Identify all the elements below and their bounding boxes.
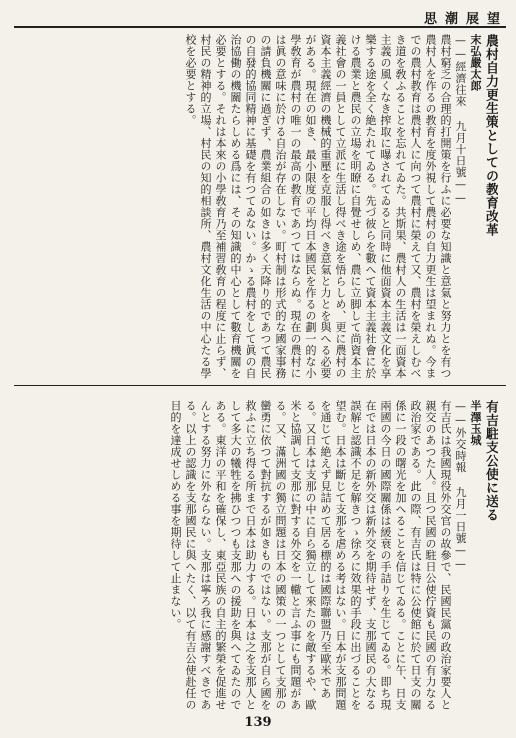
article-bottom-body: 有吉氏は我國現役外交官の故參で、民國民黨の政治家要人と親交のあつた人。且つ民國の駐日公使佇資も民國の有力なる政治家である。此の際、有吉氏は特に公使館に於て日支の關係に一段の曙光を加へることを信じてゐる。ことに午、日支兩國の今日の國際關係は緩衰の手詰りを生じてゐる。即ち現在では日本の新外交は新外交を期待せず、支那國民の大なる誤解と認識不足を解きつゝ徐ろに效果的手段に出づることを望む。日本は斷じて支那を虐める考はない。日本が支那問題を通じて絶えず見詰めて居る標的は國際聯盟乃至歐米である。又日本は支那の中に自ら獨立して來たのを敵するや、歐米と協調して支那に對する外交を一轍と言ふ事にも問題がある。又、滿洲國の獨立問題は日本の國策の一つとして支那の蠻勇に依つて對抗するが如きものではない。支那が自ら國を救ふに立ち得る所まで日本は助力する。日本は之を支那人として多大の犧牲を拂ひつつも支那への援助を與へてゐたのである。東洋の平和を確保し、東亞民族の自主的繁榮を促進せんとする努力に外ならない。支那は寧ろ我に感謝すべきである。以上の認識を支那國民に與へたく、以て有吉公使赴任の目的を達成せしめる事を期待して止まない。 [169,400,452,711]
article-top-body: 農村窮乏の合理的打開策を行ふに必要な知識と意氣と努力とを有つ農村人を作るの教育を度外視して農村の自力更生は望まれぬ。今までの農村教育は農村人に向つて農村に榮えて又、農村を榮えしむべき道を敎ふることを忘れてゐた。共斯果、農村人の生活は一面資本主義の風くなき搾取に曝されてゐると同時に他面資本主義文化を享樂する途を全く絶たれてゐる。先づ彼らを數へて資本主義社會に於ける農業と農民の立場を明瞭に自覺せしめ、農に立脚して尚資本主義社會の一員として立派に生活し得べき途を悟らしめ、更に農村の資本主義經濟の機械的重壓を克服し得べき意氣と力とを與へる必要がある。現在の如き、最小限度の平均日本國民を作るの劃一的な小學敎育が農村の唯一の最高の教育であつてはならぬ。現在の農村には眞の意味に於ける自治が存在しない。町村制は形式的な國家事務の請負機關に過ぎず、農業組合の如きは多く天降り的であつて農民の自發的協同精神に基礎を有つてゐない。かゝる農村をして眞の自治協働の機關たらしめる爲には、その知識的中心として數育機關を必要とする。それは本來の小學敎育乃至補習敎育の程度に止らず、村民の精神的立場、村民の知的相談所、農村文化生活の中心たる學校を必要とする。 [184,34,452,379]
article-top-author: 末弘嚴太郎 [469,34,482,92]
top-rule [14,26,506,28]
article-top-title: 農村自力更生策としての教育改革 [483,34,498,237]
article-top [18,34,498,379]
section-divider [14,385,506,386]
article-bottom-source: ——外交時報 九月一日號—— [454,400,467,571]
section-header: 思潮展望 [423,12,508,27]
page-number: 139 [244,715,272,730]
article-bottom-author: 半澤玉城 [469,400,482,446]
article-bottom-title: 有吉駐支公使に送る [483,400,498,522]
article-top-source: ——經濟往來 九月十日號—— [454,34,467,205]
article-bottom [18,400,498,712]
